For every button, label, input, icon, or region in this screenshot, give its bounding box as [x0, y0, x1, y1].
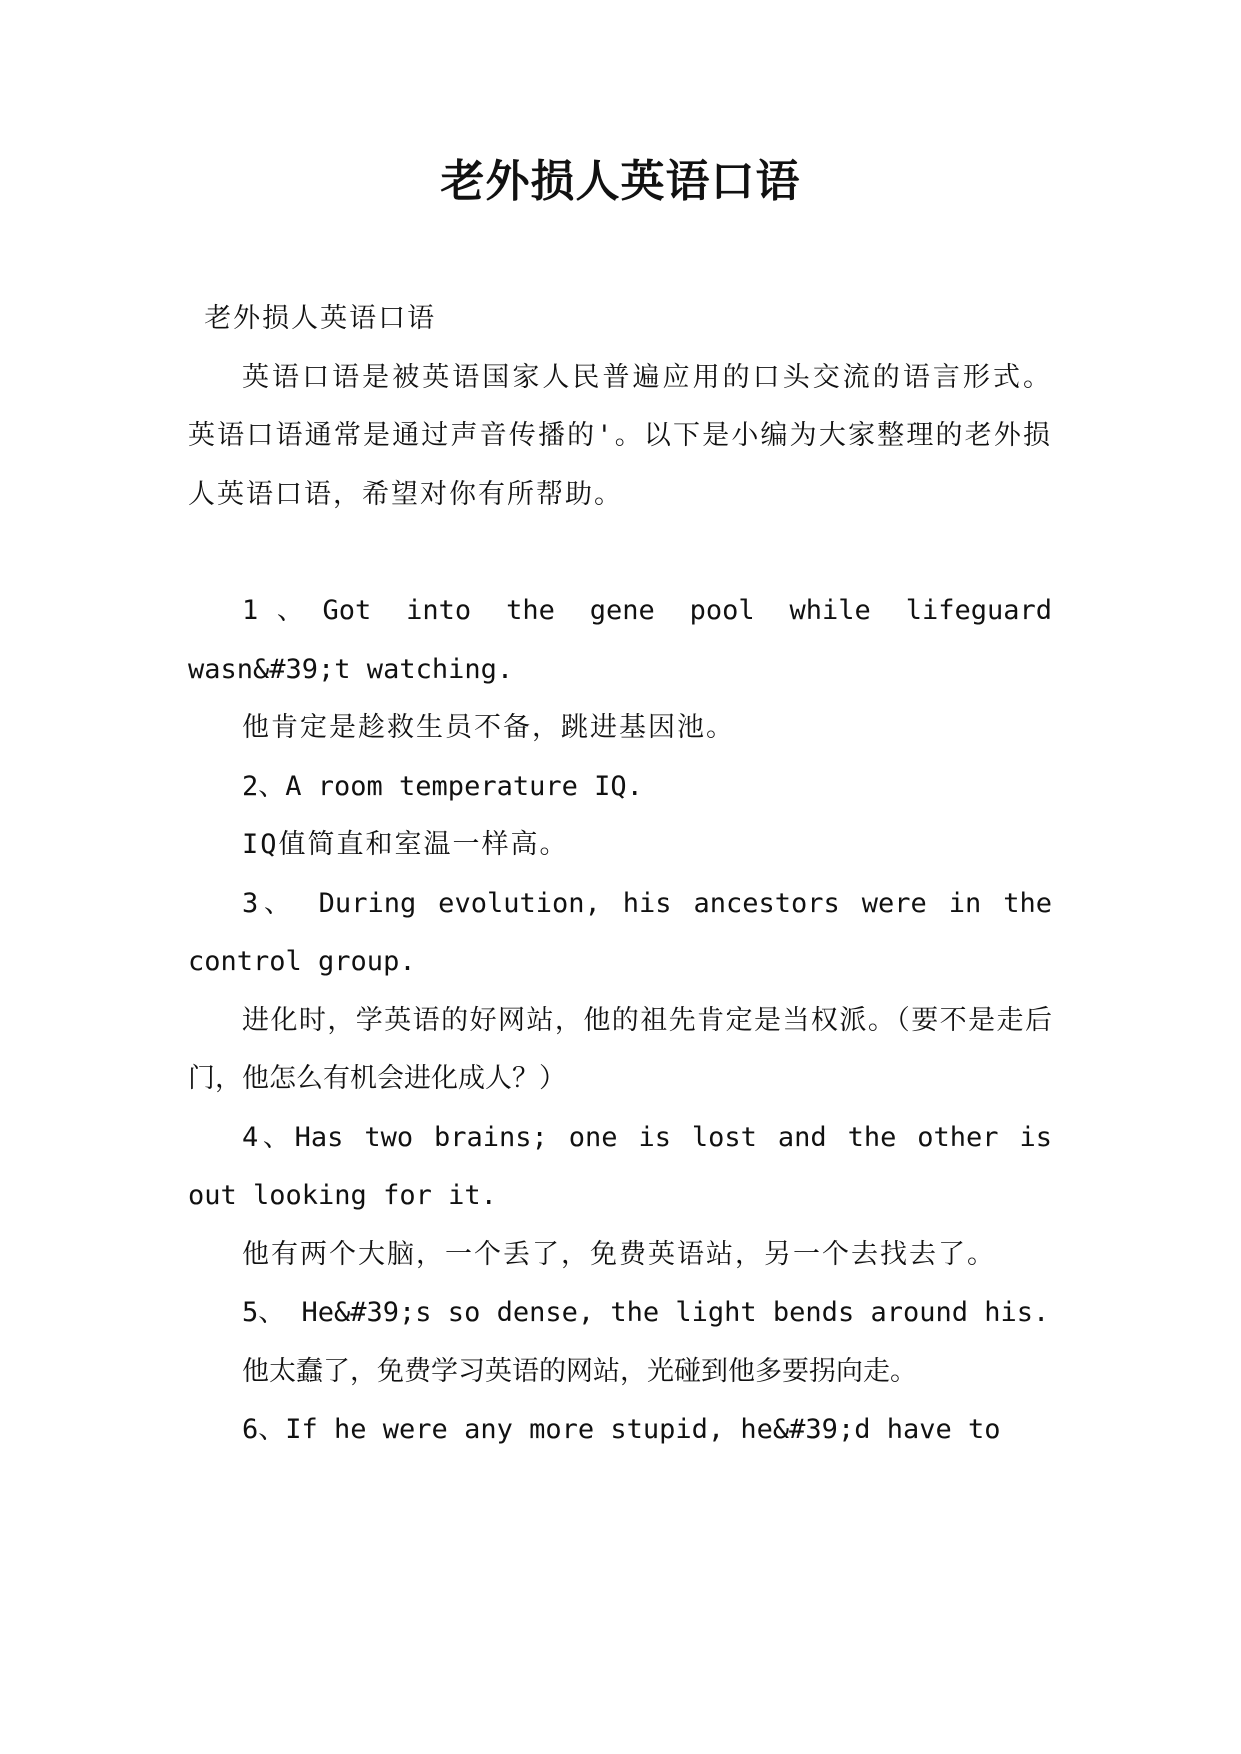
item-3-english: 3、 During evolution, his ancestors were in the control group.: [188, 887, 1052, 977]
document-body: [188, 290, 1052, 1460]
item-4-chinese: 他有两个大脑，一个丢了，免费英语站，另一个去找去了。: [242, 1238, 996, 1270]
item-4-english: 4、Has two brains; one is lost and the other is out looking for it.: [188, 1121, 1052, 1211]
item-1-english: 1、Got into the gene pool while lifeguard wasn&#39;t watching.: [188, 595, 1052, 685]
item-1-chinese: 他肯定是趁救生员不备，跳进基因池。: [242, 712, 735, 743]
document-title: 老外损人英语口语: [440, 156, 801, 207]
item-5-chinese: 他太蠢了，免费学习英语的网站，光碰到他多要拐向走。: [242, 1355, 917, 1387]
item-2-english: 2、A room temperature IQ.: [242, 770, 643, 802]
item-2-chinese: IQ值简直和室温一样高。: [242, 829, 569, 860]
document-subtitle: 老外损人英语口语: [204, 303, 437, 334]
item-5-english: 5、 He&#39;s so dense, the light bends around his.: [242, 1297, 1050, 1328]
intro-paragraph: 英语口语是被英语国家人民普遍应用的口头交流的语言形式。英语口语通常是通过声音传播的'。以下是小编为大家整理的老外损人英语口语，希望对你有所帮助。: [188, 361, 1052, 510]
item-3-chinese: 进化时，学英语的好网站，他的祖先肯定是当权派。（要不是走后门，他怎么有机会进化成人？）: [188, 1004, 1052, 1094]
item-6-english: 6、If he were any more stupid, he&#39;d have to: [242, 1414, 1001, 1445]
